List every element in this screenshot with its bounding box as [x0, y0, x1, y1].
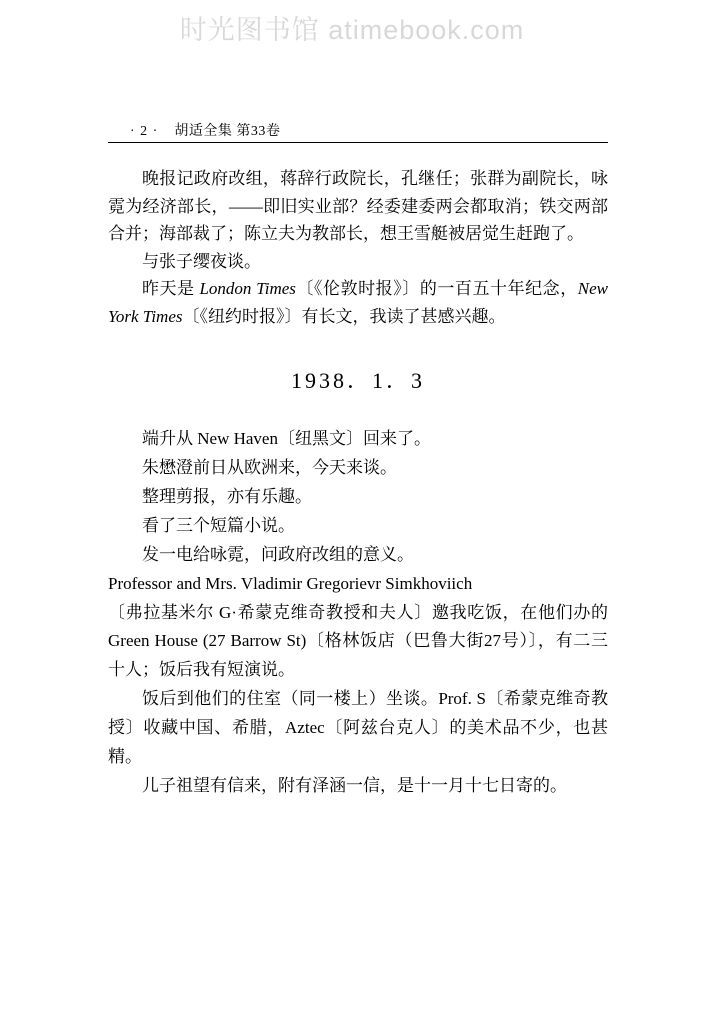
diary-entry-1: 端升从 New Haven〔纽黑文〕回来了。: [142, 429, 431, 449]
diary-entry-simkhovitch-cn: 〔弗拉基米尔 G·希蒙克维奇教授和夫人〕邀我吃饭，在他们办的 Green House (27 Barrow St)〔格林饭店（巴鲁大街27号）〕，有二三十人；饭后我有短演说。: [108, 602, 608, 680]
diary-entry-2: 朱懋澄前日从欧洲来，今天来谈。: [142, 458, 397, 478]
new-york-times-title: New York Times: [108, 279, 609, 326]
page-folio: · 2 ·: [130, 124, 159, 139]
london-times-title: London Times: [199, 279, 296, 299]
paragraph-1: 晚报记政府改组，蒋辞行政院长，孔继任；张群为副院长，咏霓为经济部长，——即旧实业部？经委建委两会都取消；铁交两部合并；海部裁了；陈立夫为教部长，想王雪艇被居觉生赶跑了。: [108, 169, 608, 244]
diary-entry-3: 整理剪报，亦有乐趣。: [142, 486, 312, 506]
segment-text-3: 〔《纽约时报》〕有长文，我读了甚感兴趣。: [182, 306, 506, 326]
diary-entry-4: 看了三个短篇小说。: [142, 515, 295, 535]
site-watermark: 时光图书馆 atimebook.com: [179, 15, 525, 45]
paragraph-newspapers: [108, 275, 608, 330]
segment-text-2: 〔《伦敦时报》〕的一百五十年纪念，: [295, 279, 578, 299]
segment-text-1: 昨天是: [142, 279, 200, 299]
diary-entry-closing-2: 儿子祖望有信来，附有泽涵一信，是十一月十七日寄的。: [142, 775, 567, 795]
diary-entry-simkhovitch-latin: Professor and Mrs. Vladimir Gregorievr Simkhoviich: [108, 573, 473, 593]
diary-date-heading: 1938．1．3: [290, 368, 425, 394]
diary-entry-5: 发一电给咏霓，问政府改组的意义。: [142, 544, 414, 564]
paragraph-2: 与张子缨夜谈。: [142, 251, 261, 271]
diary-entry-closing-1: 饭后到他们的住室（同一楼上）坐谈。Prof. S〔希蒙克维奇教授〕收藏中国、希腊，Aztec〔阿兹台克人〕的美术品不少，也甚精。: [108, 689, 608, 766]
page-header: [108, 120, 608, 140]
page-content: [108, 120, 608, 801]
book-title: 胡适全集 第33卷: [174, 124, 281, 139]
header-divider: [108, 142, 608, 143]
